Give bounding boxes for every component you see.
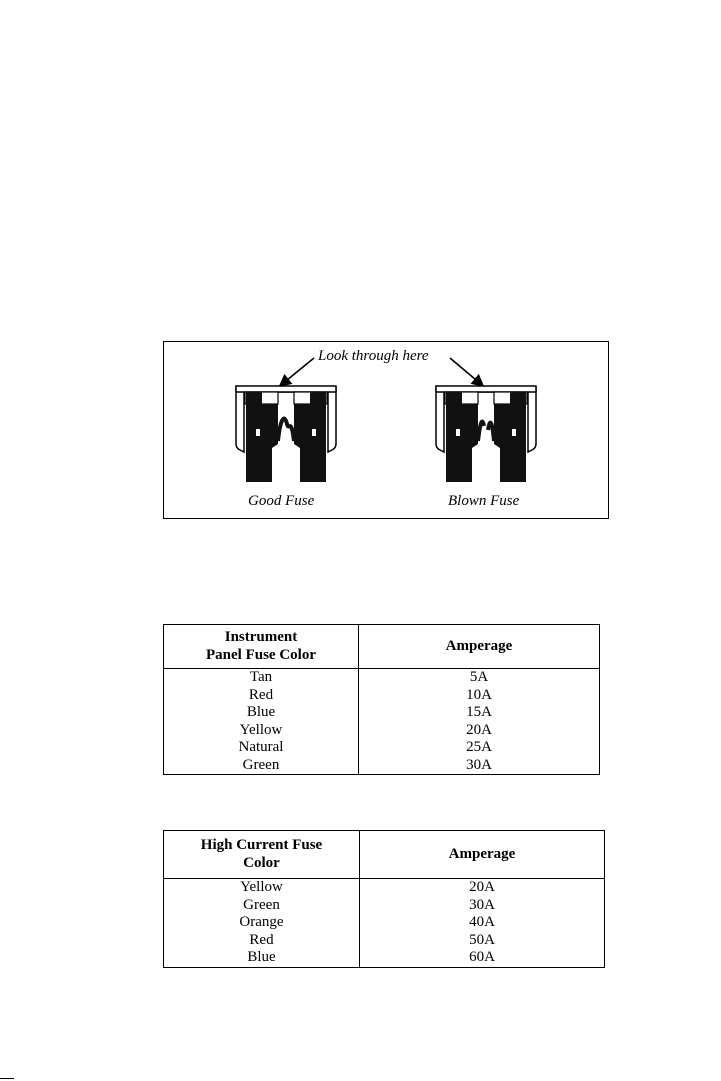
good-fuse-label: Good Fuse [248, 493, 315, 509]
fuse-diagram [163, 341, 609, 519]
blown-fuse-label: Blown Fuse [448, 493, 520, 509]
fuse-color-cell: Yellow [164, 879, 360, 897]
fuse-color-cell: Red [164, 932, 360, 950]
amperage-cell: 20A [359, 722, 600, 740]
table-header-row [164, 831, 605, 879]
header-line: Instrument [224, 629, 298, 645]
amperage-cell: 50A [360, 932, 605, 950]
table-row [164, 722, 600, 740]
page-edge-mark [0, 1078, 14, 1079]
amperage-cell: 20A [360, 879, 605, 897]
good-fuse-icon [236, 386, 336, 482]
amperage-cell: 40A [360, 914, 605, 932]
table-row [164, 687, 600, 705]
high-current-fuse-table [163, 830, 605, 968]
amperage-cell: 30A [360, 897, 605, 915]
fuse-color-cell: Blue [164, 949, 360, 967]
fuse-color-cell: Orange [164, 914, 360, 932]
header-line: High Current Fuse [200, 837, 323, 853]
table-row [164, 704, 600, 722]
fuse-color-cell: Green [164, 897, 360, 915]
table-row [164, 739, 600, 757]
amperage-cell: 10A [359, 687, 600, 705]
amperage-cell: 60A [360, 949, 605, 967]
table-row [164, 879, 605, 897]
fuse-color-cell: Red [164, 687, 359, 705]
callout-arrow-left [281, 358, 314, 385]
amperage-cell: 15A [359, 704, 600, 722]
fuse-color-cell: Yellow [164, 722, 359, 740]
table-row [164, 932, 605, 950]
fuse-color-cell: Green [164, 757, 359, 775]
fuse-color-cell: Tan [164, 669, 359, 687]
table-row [164, 897, 605, 915]
header-amperage: Amperage [360, 831, 605, 879]
fuse-color-cell: Natural [164, 739, 359, 757]
header-fuse-color [164, 831, 360, 879]
instrument-panel-fuse-table [163, 624, 600, 775]
table-row [164, 949, 605, 967]
table-row [164, 669, 600, 687]
amperage-cell: 5A [359, 669, 600, 687]
header-amperage: Amperage [359, 625, 600, 669]
callout-label: Look through here [318, 348, 429, 364]
amperage-cell: 25A [359, 739, 600, 757]
header-line: Color [243, 854, 280, 871]
fuse-illustration [164, 342, 610, 520]
table-row [164, 914, 605, 932]
table-header-row [164, 625, 600, 669]
header-fuse-color [164, 625, 359, 669]
table-row [164, 757, 600, 775]
fuse-color-cell: Blue [164, 704, 359, 722]
callout-arrow-right [450, 358, 482, 385]
header-line: Panel Fuse Color [206, 646, 316, 663]
blown-fuse-icon [436, 386, 536, 482]
amperage-cell: 30A [359, 757, 600, 775]
